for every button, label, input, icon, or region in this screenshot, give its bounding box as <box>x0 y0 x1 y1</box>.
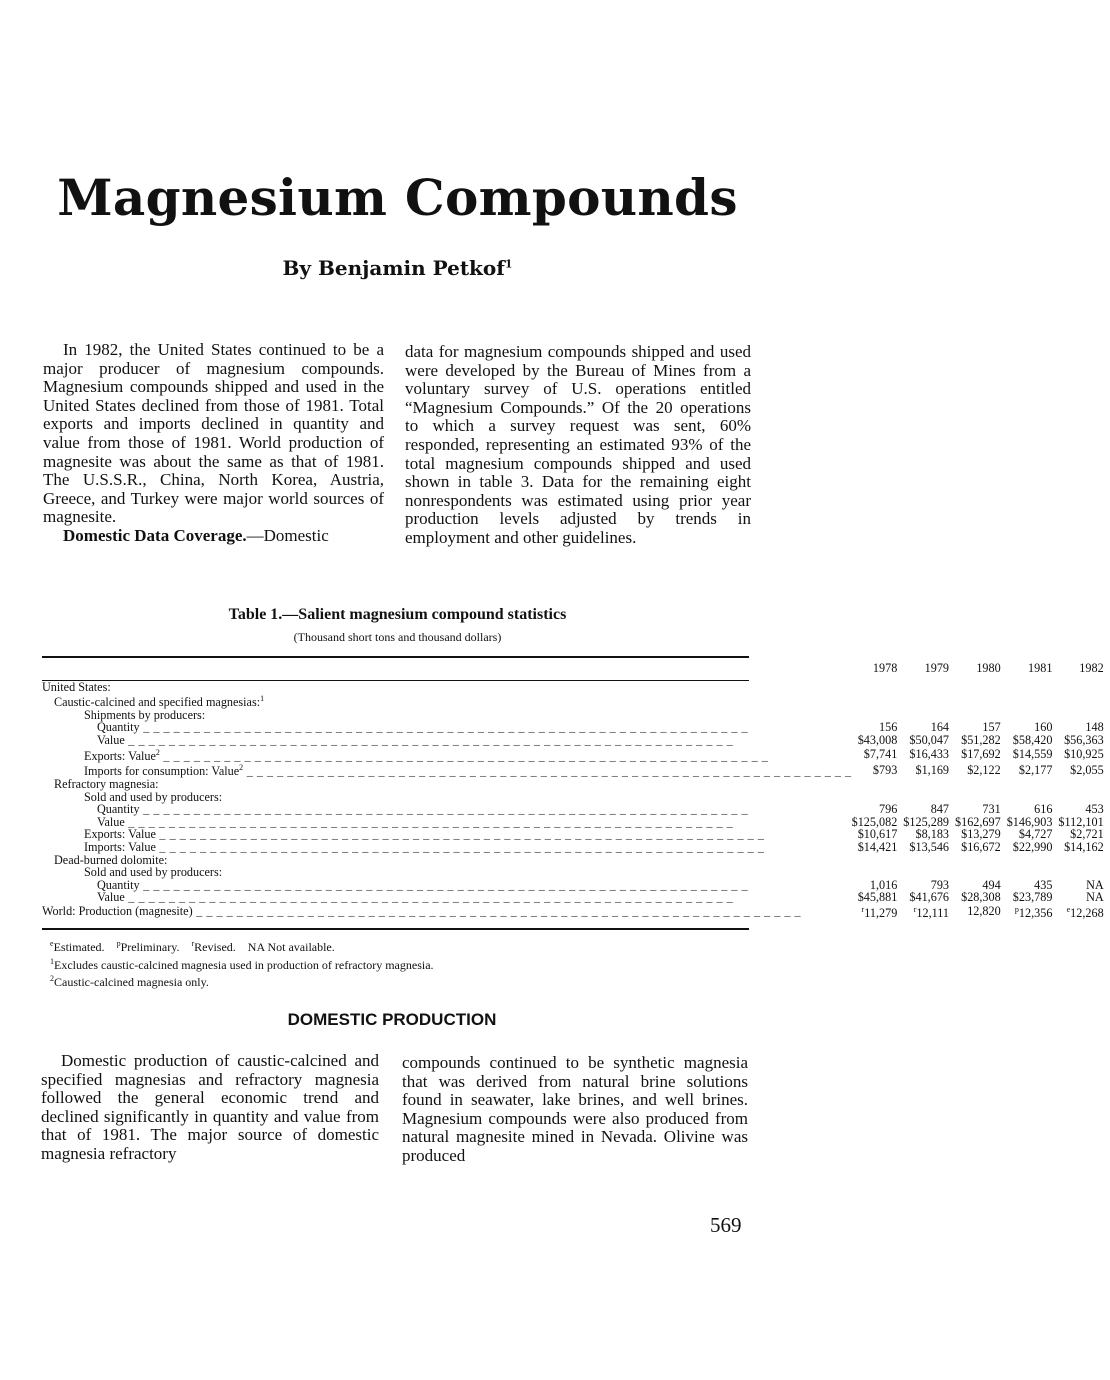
intro-paragraph-1: In 1982, the United States continued to be a major producer of magnesium compounds. Magnesium compounds shipped and used in the United States declined from those of 1981. Total exports and imports declined in quantity and value from those of 1981. World production of magnesite was about the same as that of 1981. The U.S.S.R., China, North Korea, Austria, Greece, and Turkey were major world sources of magnesite. <box>43 340 384 527</box>
value-text: $56,363 <box>1064 733 1104 748</box>
value-status-mark: e <box>1066 904 1071 914</box>
legend-mark-p: p <box>116 939 121 948</box>
value-cell <box>852 693 904 709</box>
value-text: 494 <box>982 877 1001 892</box>
byline-footnote-mark: 1 <box>504 257 513 271</box>
value-text: $17,692 <box>961 747 1001 762</box>
value-cell <box>1058 693 1109 709</box>
value-cell <box>955 734 1007 747</box>
value-cell <box>1058 681 1109 694</box>
table-footnotes <box>50 937 434 990</box>
value-cell <box>1007 747 1059 763</box>
footnote-legend <box>50 937 434 955</box>
value-cell <box>1058 762 1109 778</box>
value-text: 160 <box>1034 720 1053 735</box>
value-cell <box>1007 854 1059 867</box>
table-caption: Table 1.—Salient magnesium compound statistics <box>228 606 567 623</box>
value-text: 796 <box>879 802 898 817</box>
value-cell <box>1058 904 1109 920</box>
value-cell <box>903 693 955 709</box>
value-text: $1,169 <box>915 762 949 777</box>
value-cell <box>1058 747 1109 763</box>
value-text: $51,282 <box>961 733 1001 748</box>
value-cell <box>1007 841 1059 854</box>
value-cell <box>1007 904 1059 920</box>
value-text: $14,421 <box>857 839 898 854</box>
leader-dots: _ _ _ _ _ _ _ _ _ _ _ _ _ _ _ _ _ _ _ _ _ _ _ _ _ _ _ _ _ _ _ _ _ _ _ _ _ _ _ _ _ _ _ _ _ _ _ _ _ _ _ _ _ _ _ _ _ _ _ _ <box>124 890 734 905</box>
value-cell <box>955 747 1007 763</box>
value-text: $13,546 <box>909 839 949 854</box>
footnote-1-mark: 1 <box>50 956 54 966</box>
value-text: 731 <box>982 802 1001 817</box>
intro-right-column <box>405 343 751 548</box>
value-text: $16,672 <box>961 839 1001 854</box>
value-text: $7,741 <box>863 747 898 762</box>
table-row <box>42 762 1110 778</box>
row-footnote-mark: 2 <box>155 747 160 757</box>
value-cell <box>903 891 955 904</box>
row-footnote-mark: 1 <box>260 694 265 704</box>
byline <box>0 256 795 280</box>
value-text: $10,617 <box>857 827 898 842</box>
year-header: 1982 <box>1079 661 1104 675</box>
value-text: 435 <box>1034 877 1053 892</box>
value-text: $125,082 <box>851 814 898 829</box>
value-cell <box>955 762 1007 778</box>
legend-mark-r: r <box>191 939 195 948</box>
row-label: Exports: Value <box>84 748 156 763</box>
value-cell <box>1058 734 1109 747</box>
value-text: $112,101 <box>1058 814 1104 829</box>
value-text: $793 <box>872 762 898 777</box>
value-text: $4,727 <box>1018 827 1053 842</box>
value-cell <box>955 681 1007 694</box>
production-paragraph-continued: compounds continued to be synthetic magnesia that was derived from natural brine solutions found in seawater, lake brines, and well brines. Magnesium compounds were also produced from natural magnesite mined in Nevada. Olivine was produced <box>402 1053 748 1165</box>
value-text: $2,055 <box>1070 762 1104 777</box>
value-cell <box>852 904 904 920</box>
run-in-heading: Domestic Data Coverage. <box>63 525 247 545</box>
legend-revised: Revised. <box>194 940 236 954</box>
legend-not-available: NA Not available. <box>247 940 335 954</box>
table-body <box>42 681 1110 920</box>
value-cell <box>852 854 904 867</box>
row-label-cell <box>42 747 852 763</box>
footnote-2-text: Caustic-calcined magnesia only. <box>54 975 209 990</box>
value-text: 12,268 <box>1070 905 1104 920</box>
table-row <box>42 747 1110 763</box>
value-cell <box>1007 681 1059 694</box>
row-label: Sold and used by producers: <box>84 789 223 804</box>
value-cell <box>852 681 904 694</box>
value-cell <box>955 904 1007 920</box>
row-label: Imports: Value <box>84 839 156 854</box>
year-header: 1981 <box>1028 661 1053 675</box>
leader-dots: _ _ _ _ _ _ _ _ _ _ _ _ _ _ _ _ _ _ _ _ _ _ _ _ _ _ _ _ _ _ _ _ _ _ _ _ _ _ _ _ _ _ _ _ _ _ _ _ _ _ _ _ _ _ _ _ _ _ _ _ <box>124 733 734 748</box>
year-header: 1980 <box>976 661 1001 675</box>
intro-left-column <box>43 341 384 546</box>
value-text: $8,183 <box>915 827 949 842</box>
value-text: $22,990 <box>1012 839 1053 854</box>
value-cell <box>852 891 904 904</box>
row-label-cell <box>42 762 852 778</box>
value-text: $45,881 <box>857 890 898 905</box>
run-in-tail: —Domestic <box>246 525 329 545</box>
value-text: 12,111 <box>916 905 949 920</box>
row-footnote-mark: 2 <box>239 763 244 773</box>
value-status-mark: r <box>861 904 865 914</box>
value-text: $58,420 <box>1012 733 1053 748</box>
value-text: 156 <box>879 720 898 735</box>
leader-dots: _ _ _ _ _ _ _ _ _ _ _ _ _ _ _ _ _ _ _ _ _ _ _ _ _ _ _ _ _ _ _ _ _ _ _ _ _ _ _ _ _ _ _ _ _ _ _ _ _ _ _ _ _ _ _ _ _ _ _ _ <box>155 839 765 854</box>
table-header-row <box>42 660 1110 681</box>
production-left-column <box>41 1052 379 1164</box>
production-paragraph: Domestic production of caustic-calcined and specified magnesias and refractory magnesia followed the general economic trend and declined significantly in quantity and value from that of 1981. The major source of domestic magnesia refractory <box>41 1051 379 1163</box>
value-text: $14,559 <box>1012 747 1053 762</box>
author: By Benjamin Petkof <box>282 256 505 280</box>
intro-paragraph-2-continued: data for magnesium compounds shipped and used were developed by the Bureau of Mines from a voluntary survey of U.S. operations entitled “Magnesium Compounds.” Of the 20 operations to which a survey request was sent, 60% responded, representing an estimated 93% of the total magnesium compounds shipped and used shown in table 3. Data for the remaining eight nonrespondents was estimated using prior year production levels adjusted by trends in employment and other guidelines. <box>405 342 751 547</box>
page-title: Magnesium Compounds <box>57 168 738 227</box>
table-row <box>42 734 1110 747</box>
value-status-mark: p <box>1014 904 1019 914</box>
value-text: 793 <box>930 877 949 892</box>
leader-dots: _ _ _ _ _ _ _ _ _ _ _ _ _ _ _ _ _ _ _ _ _ _ _ _ _ _ _ _ _ _ _ _ _ _ _ _ _ _ _ _ _ _ _ _ _ _ _ _ _ _ _ _ _ _ _ _ _ _ _ _ <box>124 814 734 829</box>
row-label-cell <box>42 891 852 904</box>
row-label: Value <box>97 890 125 905</box>
year-header: 1979 <box>924 661 949 675</box>
value-cell <box>903 854 955 867</box>
value-text: $13,279 <box>961 827 1001 842</box>
footnote-1-text: Excludes caustic-calcined magnesia used in production of refractory magnesia. <box>54 957 434 972</box>
table-row <box>42 891 1110 904</box>
value-cell <box>903 681 955 694</box>
value-cell <box>852 841 904 854</box>
value-text: 453 <box>1085 802 1104 817</box>
footnote-1 <box>50 955 434 973</box>
value-cell <box>1058 891 1109 904</box>
table-row <box>42 693 1110 709</box>
value-text: $2,122 <box>967 762 1001 777</box>
value-cell <box>903 762 955 778</box>
row-label: United States: <box>42 679 111 694</box>
value-cell <box>1007 693 1059 709</box>
value-cell <box>903 778 955 791</box>
value-text: $162,697 <box>955 814 1001 829</box>
row-label: Quantity <box>97 877 140 892</box>
value-text: 148 <box>1085 720 1104 735</box>
value-cell <box>852 762 904 778</box>
value-cell <box>1007 762 1059 778</box>
value-cell <box>955 693 1007 709</box>
value-text: $146,903 <box>1006 814 1053 829</box>
table-row <box>42 681 1110 694</box>
row-label-cell <box>42 693 852 709</box>
value-text: 12,820 <box>967 904 1001 919</box>
value-text: $14,162 <box>1064 839 1104 854</box>
value-text: $43,008 <box>857 733 898 748</box>
section-heading: DOMESTIC PRODUCTION <box>287 1010 497 1029</box>
leader-dots: _ _ _ _ _ _ _ _ _ _ _ _ _ _ _ _ _ _ _ _ _ _ _ _ _ _ _ _ _ _ _ _ _ _ _ _ _ _ _ _ _ _ _ _ _ _ _ _ _ _ _ _ _ _ _ _ _ _ _ _ <box>243 764 852 779</box>
row-label: Value <box>97 814 125 829</box>
row-label-cell <box>42 904 852 920</box>
value-cell <box>1058 778 1109 791</box>
row-label: Quantity <box>97 720 140 735</box>
value-cell <box>1058 854 1109 867</box>
value-cell <box>1007 734 1059 747</box>
row-label-cell <box>42 681 852 694</box>
row-label: Imports for consumption: Value <box>84 764 240 779</box>
table-top-rule <box>42 656 749 658</box>
value-cell <box>852 778 904 791</box>
production-right-column <box>402 1054 748 1166</box>
row-label: Quantity <box>97 802 140 817</box>
value-text: 847 <box>930 802 949 817</box>
value-cell <box>1007 778 1059 791</box>
footnote-2-mark: 2 <box>50 974 54 984</box>
row-label: Dead-burned dolomite: <box>54 852 168 867</box>
value-cell <box>955 854 1007 867</box>
salient-statistics-table <box>42 660 1110 920</box>
value-text: 616 <box>1034 802 1053 817</box>
row-label-cell <box>42 734 852 747</box>
value-text: $28,308 <box>961 890 1001 905</box>
value-text: $50,047 <box>909 733 949 748</box>
value-status-mark: r <box>913 904 917 914</box>
leader-dots: _ _ _ _ _ _ _ _ _ _ _ _ _ _ _ _ _ _ _ _ _ _ _ _ _ _ _ _ _ _ _ _ _ _ _ _ _ _ _ _ _ _ _ _ _ _ _ _ _ _ _ _ _ _ _ _ _ _ _ _ <box>159 748 769 763</box>
leader-dots: _ _ _ _ _ _ _ _ _ _ _ _ _ _ _ _ _ _ _ _ _ _ _ _ _ _ _ _ _ _ _ _ _ _ _ _ _ _ _ _ _ _ _ _ _ _ _ _ _ _ _ _ _ _ _ _ _ _ _ _ <box>192 904 802 919</box>
footnote-2 <box>50 972 434 990</box>
table-subcaption: (Thousand short tons and thousand dollars) <box>293 630 502 644</box>
value-cell <box>1007 891 1059 904</box>
row-label: Exports: Value <box>84 827 156 842</box>
value-cell <box>903 841 955 854</box>
table-row <box>42 904 1110 920</box>
value-text: $125,289 <box>903 814 949 829</box>
row-label: World: Production (magnesite) <box>42 904 193 919</box>
value-cell <box>955 778 1007 791</box>
value-text: 164 <box>930 720 949 735</box>
legend-preliminary: Preliminary. <box>120 940 180 954</box>
leader-dots: _ _ _ _ _ _ _ _ _ _ _ _ _ _ _ _ _ _ _ _ _ _ _ _ _ _ _ _ _ _ _ _ _ _ _ _ _ _ _ _ _ _ _ _ _ _ _ _ _ _ _ _ _ _ _ _ _ _ _ _ <box>139 720 749 735</box>
leader-dots: _ _ _ _ _ _ _ _ _ _ _ _ _ _ _ _ _ _ _ _ _ _ _ _ _ _ _ _ _ _ _ _ _ _ _ _ _ _ _ _ _ _ _ _ _ _ _ _ _ _ _ _ _ _ _ _ _ _ _ _ <box>139 877 749 892</box>
value-text: $41,676 <box>909 890 949 905</box>
value-text: NA <box>1086 877 1104 892</box>
table-bottom-rule <box>42 928 749 930</box>
row-label: Value <box>97 733 125 748</box>
value-cell <box>955 841 1007 854</box>
row-label: Sold and used by producers: <box>84 865 223 880</box>
row-label: Caustic-calcined and specified magnesias: <box>54 695 261 710</box>
value-text: $2,177 <box>1018 762 1053 777</box>
year-header: 1978 <box>872 661 898 675</box>
value-text: NA <box>1086 890 1104 905</box>
value-cell <box>903 904 955 920</box>
value-text: $2,721 <box>1070 827 1104 842</box>
table-header-stub <box>42 660 852 681</box>
value-cell <box>903 734 955 747</box>
intro-paragraph-2 <box>43 527 384 546</box>
value-cell <box>852 747 904 763</box>
value-text: $23,789 <box>1012 890 1053 905</box>
leader-dots: _ _ _ _ _ _ _ _ _ _ _ _ _ _ _ _ _ _ _ _ _ _ _ _ _ _ _ _ _ _ _ _ _ _ _ _ _ _ _ _ _ _ _ _ _ _ _ _ _ _ _ _ _ _ _ _ _ _ _ _ <box>155 827 765 842</box>
legend-mark-e: e <box>50 939 54 948</box>
value-text: 11,279 <box>864 905 898 920</box>
row-label: Refractory magnesia: <box>54 776 159 791</box>
value-text: 1,016 <box>869 877 898 892</box>
page-number: 569 <box>710 1213 742 1237</box>
value-cell <box>1058 841 1109 854</box>
value-cell <box>852 734 904 747</box>
value-cell <box>903 747 955 763</box>
legend-estimated: Estimated. <box>53 940 105 954</box>
row-label: Shipments by producers: <box>84 707 206 722</box>
leader-dots: _ _ _ _ _ _ _ _ _ _ _ _ _ _ _ _ _ _ _ _ _ _ _ _ _ _ _ _ _ _ _ _ _ _ _ _ _ _ _ _ _ _ _ _ _ _ _ _ _ _ _ _ _ _ _ _ _ _ _ _ <box>139 802 749 817</box>
value-text: 157 <box>982 720 1001 735</box>
value-cell <box>955 891 1007 904</box>
value-text: $10,925 <box>1064 747 1104 762</box>
value-text: 12,356 <box>1018 905 1053 920</box>
value-text: $16,433 <box>909 747 949 762</box>
table-row <box>42 841 1110 854</box>
